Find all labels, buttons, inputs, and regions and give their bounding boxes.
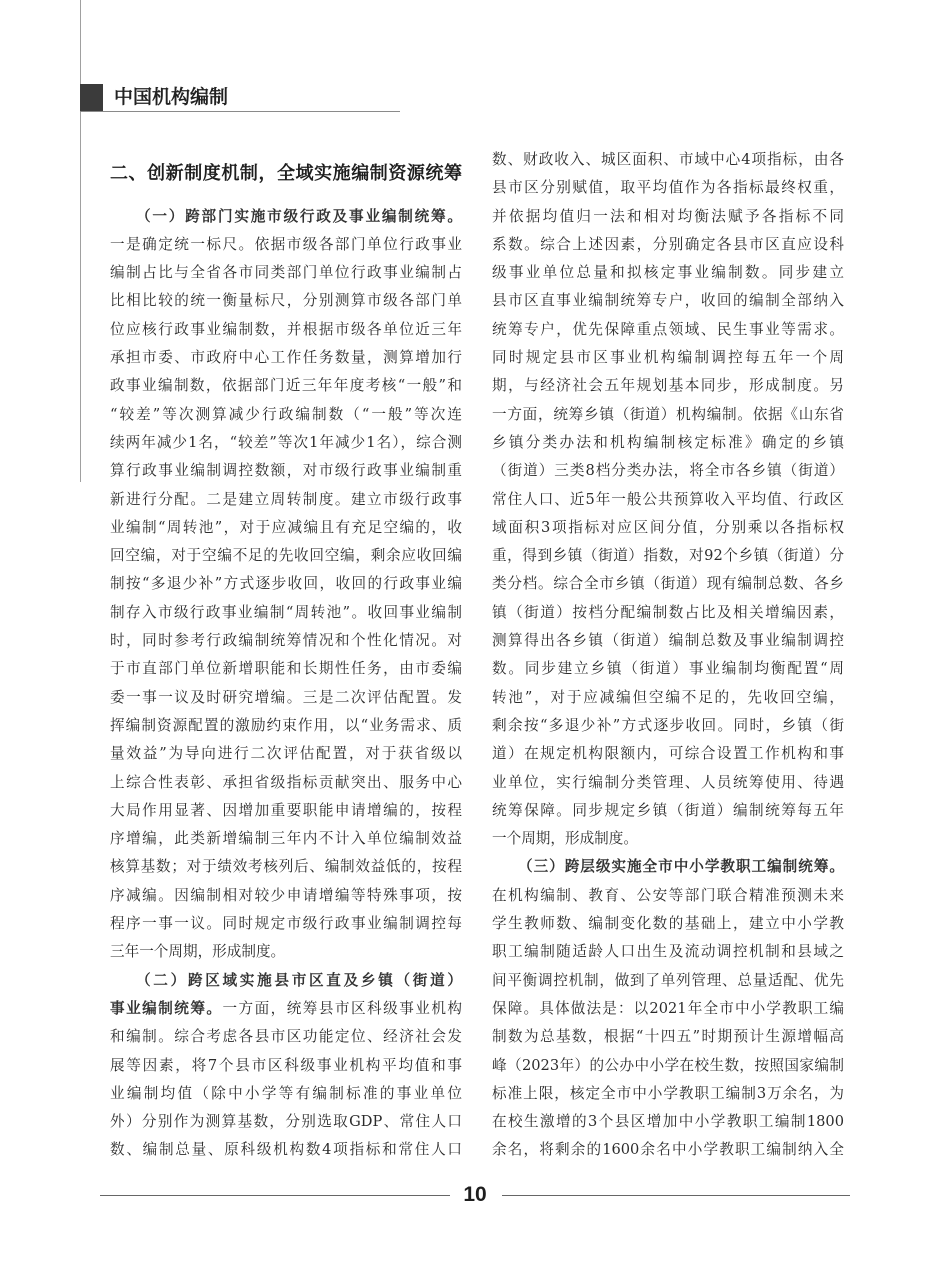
- line-text: 一方面，统筹乡镇（街道）机构编制。依据《山东省: [492, 405, 844, 423]
- text-line: [492, 1023, 844, 1051]
- text-line: [492, 967, 844, 995]
- text-line: [492, 655, 844, 683]
- text-line: [110, 203, 462, 231]
- text-line: [110, 967, 462, 995]
- line-text: 类分档。综合全市乡镇（街道）现有编制总数、各乡: [492, 575, 844, 593]
- text-line: [110, 570, 462, 598]
- text-line: [492, 259, 844, 287]
- section-heading: 二、创新制度机制，全域实施编制资源统筹: [110, 163, 462, 184]
- line-text: 统筹专户，优先保障重点领域、民生事业等需求。: [492, 320, 844, 338]
- line-text: 镇（街道）按档分配编制数占比及相关增编因素，: [492, 603, 844, 621]
- line-text: 在校生激增的3个县区增加中小学教职工编制1800: [492, 1113, 844, 1131]
- text-line: [492, 1052, 844, 1080]
- text-line: [492, 457, 844, 485]
- line-text: 系数。综合上述因素，分别确定各县市区直应设科: [492, 235, 844, 253]
- line-text: 职工编制随适龄人口出生及流动调控机制和县域之: [492, 943, 844, 961]
- line-text: 和编制。综合考虑各县市区功能定位、经济社会发: [110, 1028, 462, 1046]
- line-text: 核算基数；对于绩效考核列后、编制效益低的，按程: [110, 858, 462, 876]
- text-line: [492, 740, 844, 768]
- text-line: [492, 769, 844, 797]
- text-line: [110, 514, 462, 542]
- text-line: [492, 174, 844, 202]
- line-text: 保障。具体做法是：以2021年全市中小学教职工编: [492, 999, 844, 1017]
- line-text: 重，得到乡镇（街道）指数，对92个乡镇（街道）分: [492, 547, 844, 565]
- text-line: [492, 882, 844, 910]
- text-line: [110, 882, 462, 910]
- text-line: [492, 938, 844, 966]
- line-text: 在机构编制、教育、公安等部门联合精准预测未来: [492, 886, 844, 904]
- text-line: [492, 797, 844, 825]
- line-text: 业编制均值（除中小学等有编制标准的事业单位: [110, 1084, 462, 1102]
- header-marker-block: [80, 84, 103, 111]
- footer-rule-right: [502, 1195, 850, 1196]
- text-line: [110, 457, 462, 485]
- text-line: [492, 995, 844, 1023]
- text-line: [110, 599, 462, 627]
- line-text: （街道）三类8档分类办法，将全市各乡镇（街道）: [492, 462, 844, 480]
- subsection-lead: （三）跨层级实施全市中小学教职工编制统筹。: [518, 858, 844, 876]
- line-text: 标准上限，核定全市中小学教职工编制3万余名，为: [492, 1084, 844, 1102]
- line-text: 制存入市级行政事业编制“周转池”。收回事业编制: [110, 603, 462, 621]
- text-line: [110, 712, 462, 740]
- line-text: 常住人口、近5年一般公共预算收入平均值、行政区: [492, 490, 844, 508]
- text-line: [492, 316, 844, 344]
- text-line: [110, 287, 462, 315]
- line-text: 制数为总基数，根据“十四五”时期预计生源增幅高: [492, 1028, 844, 1046]
- line-text: 委一事一议及时研究增编。三是二次评估配置。发: [110, 688, 462, 706]
- line-text: 乡镇分类办法和机构编制核定标准》确定的乡镇: [492, 433, 844, 451]
- line-text: 剩余按“多退少补”方式逐步收回。同时，乡镇（街: [492, 716, 844, 734]
- text-line: [492, 825, 844, 853]
- line-text: 间平衡调控机制，做到了单列管理、总量适配、优先: [492, 971, 844, 989]
- line-text: 回空编，对于空编不足的先收回空编，剩余应收回编: [110, 547, 462, 565]
- line-text: 峰（2023年）的公办中小学在校生数，按照国家编制: [492, 1056, 844, 1074]
- text-line: [492, 486, 844, 514]
- text-line: [110, 938, 462, 966]
- line-text: 序减编。因编制相对较少申请增编等特殊事项，按: [110, 886, 462, 904]
- text-line: [492, 542, 844, 570]
- text-line: [492, 853, 844, 881]
- text-line: [110, 401, 462, 429]
- line-text: 期，与经济社会五年规划基本同步，形成制度。另: [492, 377, 844, 395]
- line-text: 时，同时参考行政编制统筹情况和个性化情况。对: [110, 632, 462, 650]
- margin-vertical-rule: [80, 0, 81, 482]
- line-text: 业编制“周转池”，对于应减编且有充足空编的，收: [110, 518, 462, 536]
- line-text: 新进行分配。二是建立周转制度。建立市级行政事: [110, 490, 462, 508]
- text-line: [110, 1080, 462, 1108]
- text-line: [110, 486, 462, 514]
- line-text: 承担市委、市政府中心工作任务数量，测算增加行: [110, 349, 462, 367]
- text-line: [110, 429, 462, 457]
- line-text: 数、编制总量、原科级机构数4项指标和常住人口: [110, 1141, 462, 1159]
- line-text: 一方面，统筹县市区科级事业机构: [222, 999, 462, 1017]
- text-line: [492, 1108, 844, 1136]
- line-text: 三年一个周期，形成制度。: [110, 943, 286, 961]
- line-text: 政事业编制数，依据部门近三年年度考核“一般”和: [110, 377, 462, 395]
- header-rule: [80, 111, 400, 112]
- line-text: 余名，将剩余的1600余名中小学教职工编制纳入全: [492, 1141, 844, 1159]
- text-line: [110, 684, 462, 712]
- text-line: [110, 259, 462, 287]
- text-line: [492, 344, 844, 372]
- text-line: [492, 401, 844, 429]
- line-text: 大局作用显著、因增加重要职能申请增编的，按程: [110, 801, 462, 819]
- line-text: 量效益”为导向进行二次评估配置，对于获省级以: [110, 745, 462, 763]
- line-text: 序增编，此类新增编制三年内不计入单位编制效益: [110, 830, 462, 848]
- text-line: [110, 231, 462, 259]
- text-line: [492, 1080, 844, 1108]
- subsection-lead: （一）跨部门实施市级行政及事业编制统筹。: [136, 207, 462, 225]
- text-line: [110, 1136, 462, 1164]
- line-text: 续两年减少1名，“较差”等次1年减少1名），综合测: [110, 433, 462, 451]
- subsection-lead: （二）跨区域实施县市区直及乡镇（街道）: [136, 971, 462, 989]
- text-line: [110, 769, 462, 797]
- line-text: 级事业单位总量和拟核定事业编制数。同步建立: [492, 264, 844, 282]
- text-line: [492, 146, 844, 174]
- text-line: [492, 684, 844, 712]
- line-text: 转池”，对于应减编但空编不足的，先收回空编，: [492, 688, 844, 706]
- text-line: [110, 910, 462, 938]
- line-text: 测算得出各乡镇（街道）编制总数及事业编制调控: [492, 632, 844, 650]
- line-text: 外）分别作为测算基数，分别选取GDP、常住人口: [110, 1113, 462, 1131]
- text-line: [110, 1023, 462, 1051]
- line-text: 域面积3项指标对应区间分值，分别乘以各指标权: [492, 518, 844, 536]
- line-text: 制按“多退少补”方式逐步收回，收回的行政事业编: [110, 575, 462, 593]
- line-text: 业单位，实行编制分类管理、人员统筹使用、待遇: [492, 773, 844, 791]
- right-text-column: [492, 146, 844, 1165]
- line-text: 并依据均值归一法和相对均衡法赋予各指标不同: [492, 207, 844, 225]
- text-line: [110, 542, 462, 570]
- text-line: [110, 853, 462, 881]
- line-text: 展等因素，将7个县市区科级事业机构平均值和事: [110, 1056, 462, 1074]
- text-line: [110, 627, 462, 655]
- line-text: 编制占比与全省各市同类部门单位行政事业编制占: [110, 264, 462, 282]
- text-line: [492, 287, 844, 315]
- line-text: “较差”等次测算减少行政编制数（“一般”等次连: [110, 405, 462, 423]
- text-line: [492, 627, 844, 655]
- text-line: [110, 344, 462, 372]
- text-line: [492, 372, 844, 400]
- left-text-column: [110, 203, 462, 1165]
- text-line: [110, 316, 462, 344]
- text-line: [492, 910, 844, 938]
- text-line: [110, 1108, 462, 1136]
- text-line: [110, 1052, 462, 1080]
- line-text: 县市区分别赋值，取平均值作为各指标最终权重，: [492, 179, 844, 197]
- text-line: [110, 797, 462, 825]
- subsection-lead: 事业编制统筹。: [110, 999, 223, 1017]
- text-line: [492, 712, 844, 740]
- line-text: 算行政事业编制调控数额，对市级行政事业编制重: [110, 462, 462, 480]
- text-line: [492, 599, 844, 627]
- text-line: [492, 231, 844, 259]
- text-line: [110, 825, 462, 853]
- line-text: 位应核行政事业编制数，并根据市级各单位近三年: [110, 320, 462, 338]
- line-text: 比相比较的统一衡量标尺，分别测算市级各部门单: [110, 292, 462, 310]
- line-text: 统筹保障。同步规定乡镇（街道）编制统筹每五年: [492, 801, 844, 819]
- line-text: 程序一事一议。同时规定市级行政事业编制调控每: [110, 915, 462, 933]
- line-text: 道）在规定机构限额内，可综合设置工作机构和事: [492, 745, 844, 763]
- text-line: [110, 740, 462, 768]
- text-line: [492, 429, 844, 457]
- line-text: 县市区直事业编制统筹专户，收回的编制全部纳入: [492, 292, 844, 310]
- line-text: 学生教师数、编制变化数的基础上，建立中小学教: [492, 915, 844, 933]
- line-text: 一个周期，形成制度。: [492, 830, 638, 848]
- text-line: [110, 995, 462, 1023]
- line-text: 同时规定县市区事业机构编制调控每五年一个周: [492, 349, 844, 367]
- text-line: [110, 655, 462, 683]
- text-line: [492, 203, 844, 231]
- line-text: 于市直部门单位新增职能和长期性任务，由市委编: [110, 660, 462, 678]
- text-line: [110, 372, 462, 400]
- line-text: 数、财政收入、城区面积、市域中心4项指标，由各: [492, 151, 844, 168]
- footer-rule-left: [100, 1195, 450, 1196]
- running-header-title: 中国机构编制: [114, 86, 229, 108]
- line-text: 上综合性表彰、承担省级指标贡献突出、服务中心: [110, 773, 462, 791]
- line-text: 一是确定统一标尺。依据市级各部门单位行政事业: [110, 235, 462, 253]
- line-text: 数。同步建立乡镇（街道）事业编制均衡配置“周: [492, 660, 844, 678]
- page-number: 10: [463, 1183, 487, 1206]
- text-line: [492, 514, 844, 542]
- text-line: [492, 570, 844, 598]
- text-line: [492, 1136, 844, 1164]
- line-text: 挥编制资源配置的激励约束作用，以“业务需求、质: [110, 716, 462, 734]
